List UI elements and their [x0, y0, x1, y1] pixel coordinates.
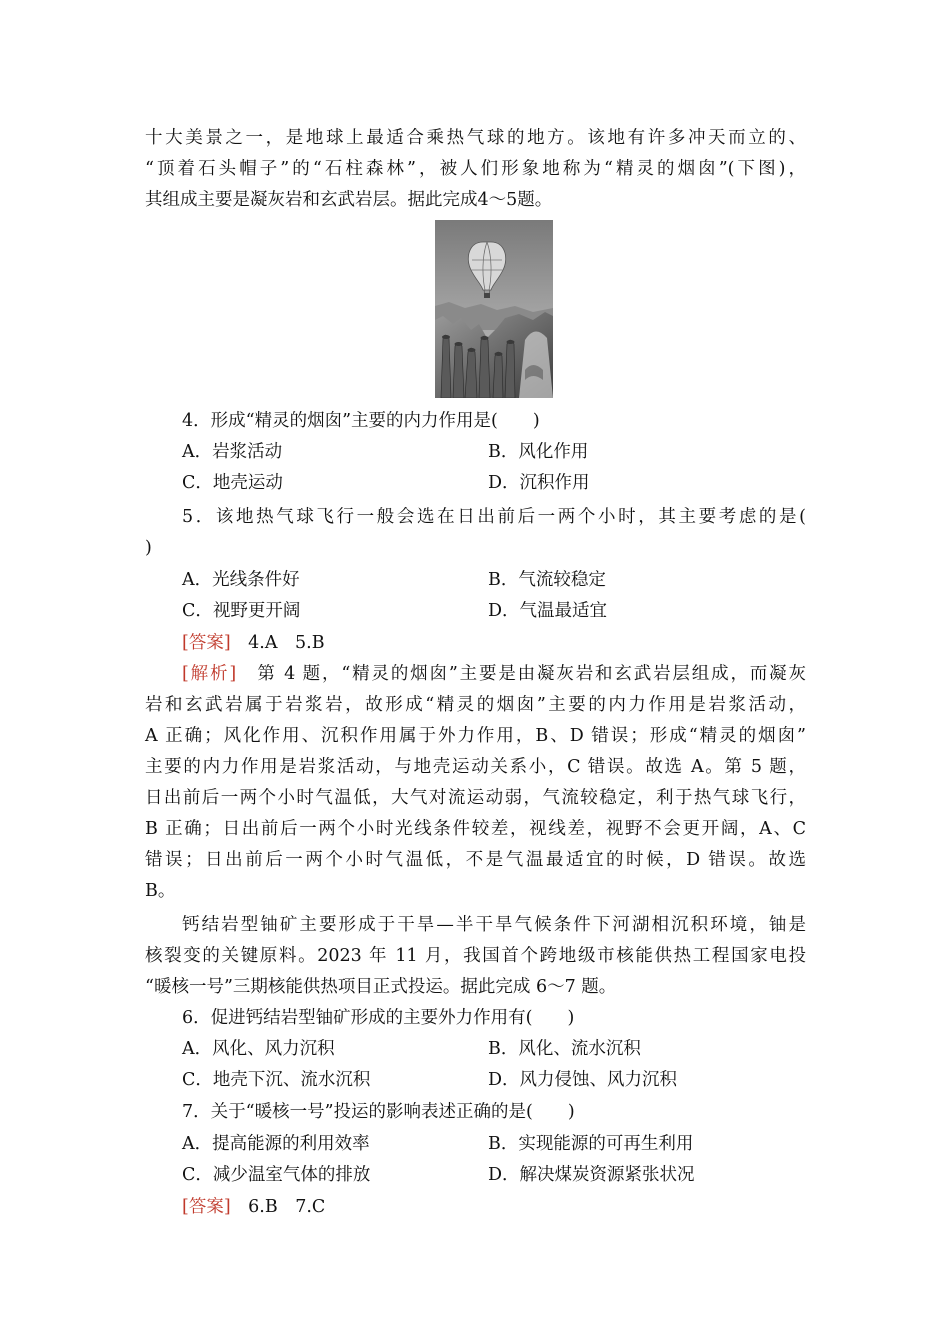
passage-2-line-3: “暖核一号”三期核能供热项目正式投运。据此完成 6～7 题。	[145, 977, 617, 997]
question-4-option-c: C．地壳运动	[182, 473, 283, 493]
question-5-option-d: D．气温最适宜	[488, 601, 608, 621]
answer-tag: [答案]	[182, 633, 231, 653]
intro-line-3: 其组成主要是凝灰岩和玄武岩层。据此完成4～5题。	[145, 190, 553, 210]
question-4-option-d: D．沉积作用	[488, 473, 590, 493]
question-4-option-a: A．岩浆活动	[182, 442, 283, 462]
question-7-option-b: B．实现能源的可再生利用	[488, 1134, 694, 1154]
answer-1	[182, 631, 325, 655]
analysis-line-8: B。	[145, 881, 176, 901]
analysis-line-1	[182, 662, 806, 686]
analysis-text-1: 第 4 题，“精灵的烟囱”主要是由凝灰岩和玄武岩层组成，而凝灰	[257, 664, 806, 684]
question-6-option-c: C．地壳下沉、流水沉积	[182, 1070, 371, 1090]
question-6-option-b: B．风化、流水沉积	[488, 1039, 641, 1059]
analysis-line-3: A 正确；风化作用、沉积作用属于外力作用，B、D 错误；形成“精灵的烟囱”	[145, 726, 806, 746]
passage-2-line-1: 钙结岩型铀矿主要形成于干旱—半干旱气候条件下河湖相沉积环境，铀是	[182, 915, 806, 935]
question-7-option-a: A．提高能源的利用效率	[182, 1134, 370, 1154]
analysis-line-7: 错误；日出前后一两个小时气温低，不是气温最适宜的时候，D 错误。故选	[145, 850, 806, 870]
analysis-line-5: 日出前后一两个小时气温低，大气对流运动弱，气流较稳定，利于热气球飞行，	[145, 788, 806, 808]
analysis-line-2: 岩和玄武岩属于岩浆岩，故形成“精灵的烟囱”主要的内力作用是岩浆活动，	[145, 695, 806, 715]
analysis-line-6: B 正确；日出前后一两个小时光线条件较差，视线差，视野不会更开阔，A、C	[145, 819, 806, 839]
answer-text: 4.A 5.B	[248, 633, 325, 653]
question-4-stem: 4．形成“精灵的烟囱”主要的内力作用是( )	[182, 411, 540, 431]
passage-2-line-2: 核裂变的关键原料。2023 年 11 月，我国首个跨地级市核能供热工程国家电投	[145, 946, 806, 966]
hot-air-balloon-fairy-chimneys-photo	[435, 220, 553, 398]
intro-line-2: “顶着石头帽子”的“石柱森林”，被人们形象地称为“精灵的烟囱”(下图)，	[145, 159, 806, 179]
question-5-option-b: B．气流较稳定	[488, 570, 606, 590]
question-6-option-a: A．风化、风力沉积	[182, 1039, 335, 1059]
analysis-line-4: 主要的内力作用是岩浆活动，与地壳运动关系小，C 错误。故选 A。第 5 题，	[145, 757, 806, 777]
question-5-option-a: A．光线条件好	[182, 570, 300, 590]
answer-tag: [答案]	[182, 1197, 231, 1217]
question-4-option-b: B．风化作用	[488, 442, 589, 462]
question-7-stem: 7．关于“暖核一号”投运的影响表述正确的是( )	[182, 1102, 575, 1122]
answer-2	[182, 1195, 325, 1219]
question-5-option-c: C．视野更开阔	[182, 601, 301, 621]
question-6-option-d: D．风力侵蚀、风力沉积	[488, 1070, 678, 1090]
analysis-tag: [解析]	[182, 664, 237, 684]
question-5-stem-line-1: 5．该地热气球飞行一般会选在日出前后一两个小时，其主要考虑的是(	[182, 507, 806, 527]
question-7-option-d: D．解决煤炭资源紧张状况	[488, 1165, 695, 1185]
answer-text: 6.B 7.C	[248, 1197, 326, 1217]
question-7-option-c: C．减少温室气体的排放	[182, 1165, 371, 1185]
question-6-stem: 6．促进钙结岩型铀矿形成的主要外力作用有( )	[182, 1008, 575, 1028]
question-5-stem-line-2: )	[145, 538, 152, 558]
intro-line-1: 十大美景之一，是地球上最适合乘热气球的地方。该地有许多冲天而立的、	[145, 128, 806, 148]
